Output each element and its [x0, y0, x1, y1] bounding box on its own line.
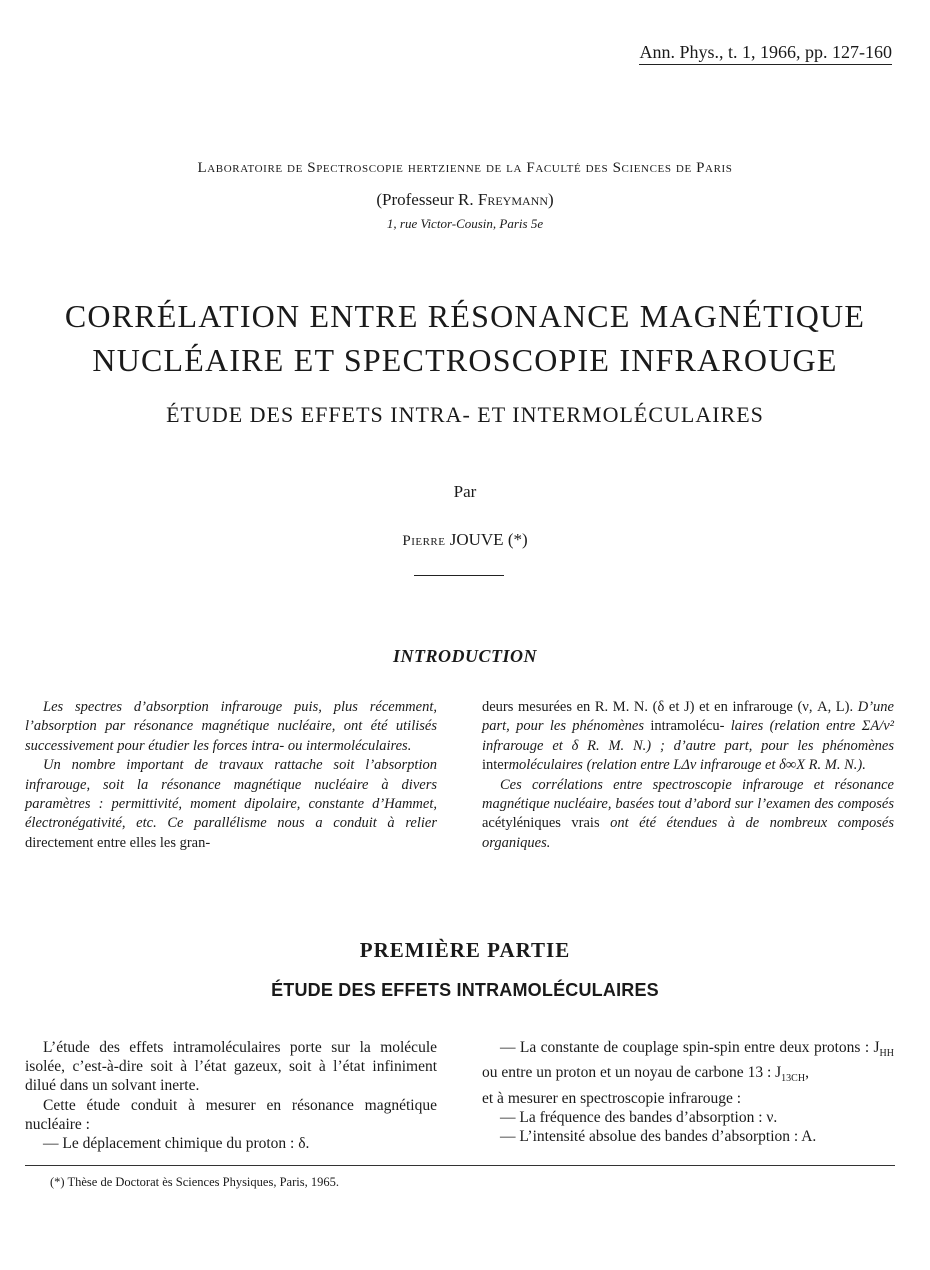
- professor-prefix: (Professeur R.: [376, 190, 478, 209]
- author-last-name: JOUVE (*): [449, 530, 528, 549]
- body-text-segment: ,: [805, 1064, 809, 1082]
- author: [0, 530, 930, 550]
- intro-text-segment: laires (relation entre ΣA/ν² infrarouge et δ R. M. N.) ; d’autre part, pour les phénomènes: [482, 718, 894, 754]
- intro-paragraph-2-italic: Un nombre important de travaux rattache soit l’absorption infrarouge, soit la résonance magnétique nucléaire à divers paramètres : permittivité, moment dipolaire, constante d’Hammet, électronégativité, etc. Ce parallélisme nous a conduit à relier: [25, 757, 437, 832]
- professor-name: Freymann: [477, 190, 548, 209]
- part-heading: PREMIÈRE PARTIE: [359, 938, 571, 962]
- body-left-column: [25, 1038, 437, 1153]
- intro-text-segment: acétyléniques vrais: [482, 815, 611, 832]
- intro-text-segment: D’une part, pour les phénomènes: [482, 699, 894, 735]
- section-heading: ÉTUDE DES EFFETS INTRAMOLÉCULAIRES: [271, 980, 659, 1000]
- intro-paragraph-1: Les spectres d’absorption infrarouge puis, plus récemment, l’absorption par résonance magnétique nucléaire, ont été utilisés successivement pour étudier les forces intra- ou intermoléculaires.: [25, 699, 437, 754]
- intro-paragraph-2-roman: directement entre elles les gran-: [25, 834, 211, 851]
- byline-par: Par: [453, 482, 477, 501]
- professor-line: [0, 190, 930, 210]
- title-line-2: NUCLÉAIRE ET SPECTROSCOPIE INFRAROUGE: [92, 342, 838, 378]
- body-paragraph-7: — L’intensité absolue des bandes d’absorption : A.: [500, 1128, 817, 1145]
- body-right-column: [482, 1038, 894, 1146]
- intro-text-segment: inter: [482, 757, 509, 774]
- laboratory-affiliation: Laboratoire de Spectroscopie hertzienne de la Faculté des Sciences de Paris: [197, 160, 733, 176]
- address: 1, rue Victor-Cousin, Paris 5e: [386, 216, 544, 231]
- intro-text-segment: ont été étendues à de nombreux composés organiques.: [482, 815, 895, 851]
- footnote-divider: [25, 1165, 895, 1166]
- body-text-segment: — La constante de couplage spin-spin entre deux protons : J: [500, 1039, 880, 1056]
- subtitle: ÉTUDE DES EFFETS INTRA- ET INTERMOLÉCULAIRES: [166, 402, 764, 427]
- title-line-1: CORRÉLATION ENTRE RÉSONANCE MAGNÉTIQUE: [64, 298, 866, 334]
- body-text-segment: ou entre un proton et un noyau de carbone 13 : J: [482, 1064, 782, 1082]
- intro-paragraph-3: [482, 698, 894, 776]
- body-paragraph-4: [482, 1038, 894, 1089]
- author-first-name: Pierre: [402, 533, 446, 549]
- footnote: (*) Thèse de Doctorat ès Sciences Physiques, Paris, 1965.: [50, 1175, 339, 1189]
- introduction-heading: INTRODUCTION: [392, 646, 537, 666]
- introduction-right-column: [482, 698, 894, 853]
- subscript-hh: HH: [879, 1048, 894, 1060]
- subscript-13ch: 13CH: [781, 1073, 806, 1085]
- title-divider: [414, 575, 504, 576]
- journal-reference: Ann. Phys., t. 1, 1966, pp. 127-160: [639, 42, 892, 65]
- introduction-left-column: [25, 698, 437, 853]
- body-paragraph-6: — La fréquence des bandes d’absorption : ν.: [500, 1108, 778, 1126]
- body-paragraph-1: L’étude des effets intramoléculaires porte sur la molécule isolée, c’est-à-dire soit à l’état gazeux, soit à l’état infiniment dilué dans un solvant inerte.: [25, 1039, 437, 1095]
- body-paragraph-2: Cette étude conduit à mesurer en résonance magnétique nucléaire :: [25, 1096, 437, 1133]
- intro-text-segment: deurs mesurées en R. M. N. (δ et J) et en infrarouge (ν, A, L).: [482, 699, 858, 715]
- body-paragraph-5: et à mesurer en spectroscopie infrarouge :: [482, 1089, 742, 1107]
- intro-text-segment: intramolécu-: [643, 718, 725, 735]
- intro-text-segment: moléculaires (relation entre LΔν infrarouge et δ∞X R. M. N.).: [508, 757, 866, 774]
- intro-paragraph-4: [482, 776, 894, 854]
- intro-text-segment: Ces corrélations entre spectroscopie infrarouge et résonance magnétique nucléaire, basées tout d’abord sur l’examen des composés: [482, 776, 894, 813]
- body-paragraph-3: — Le déplacement chimique du proton : δ.: [43, 1135, 310, 1153]
- intro-paragraph-2: [25, 756, 437, 853]
- professor-suffix: ): [547, 190, 554, 209]
